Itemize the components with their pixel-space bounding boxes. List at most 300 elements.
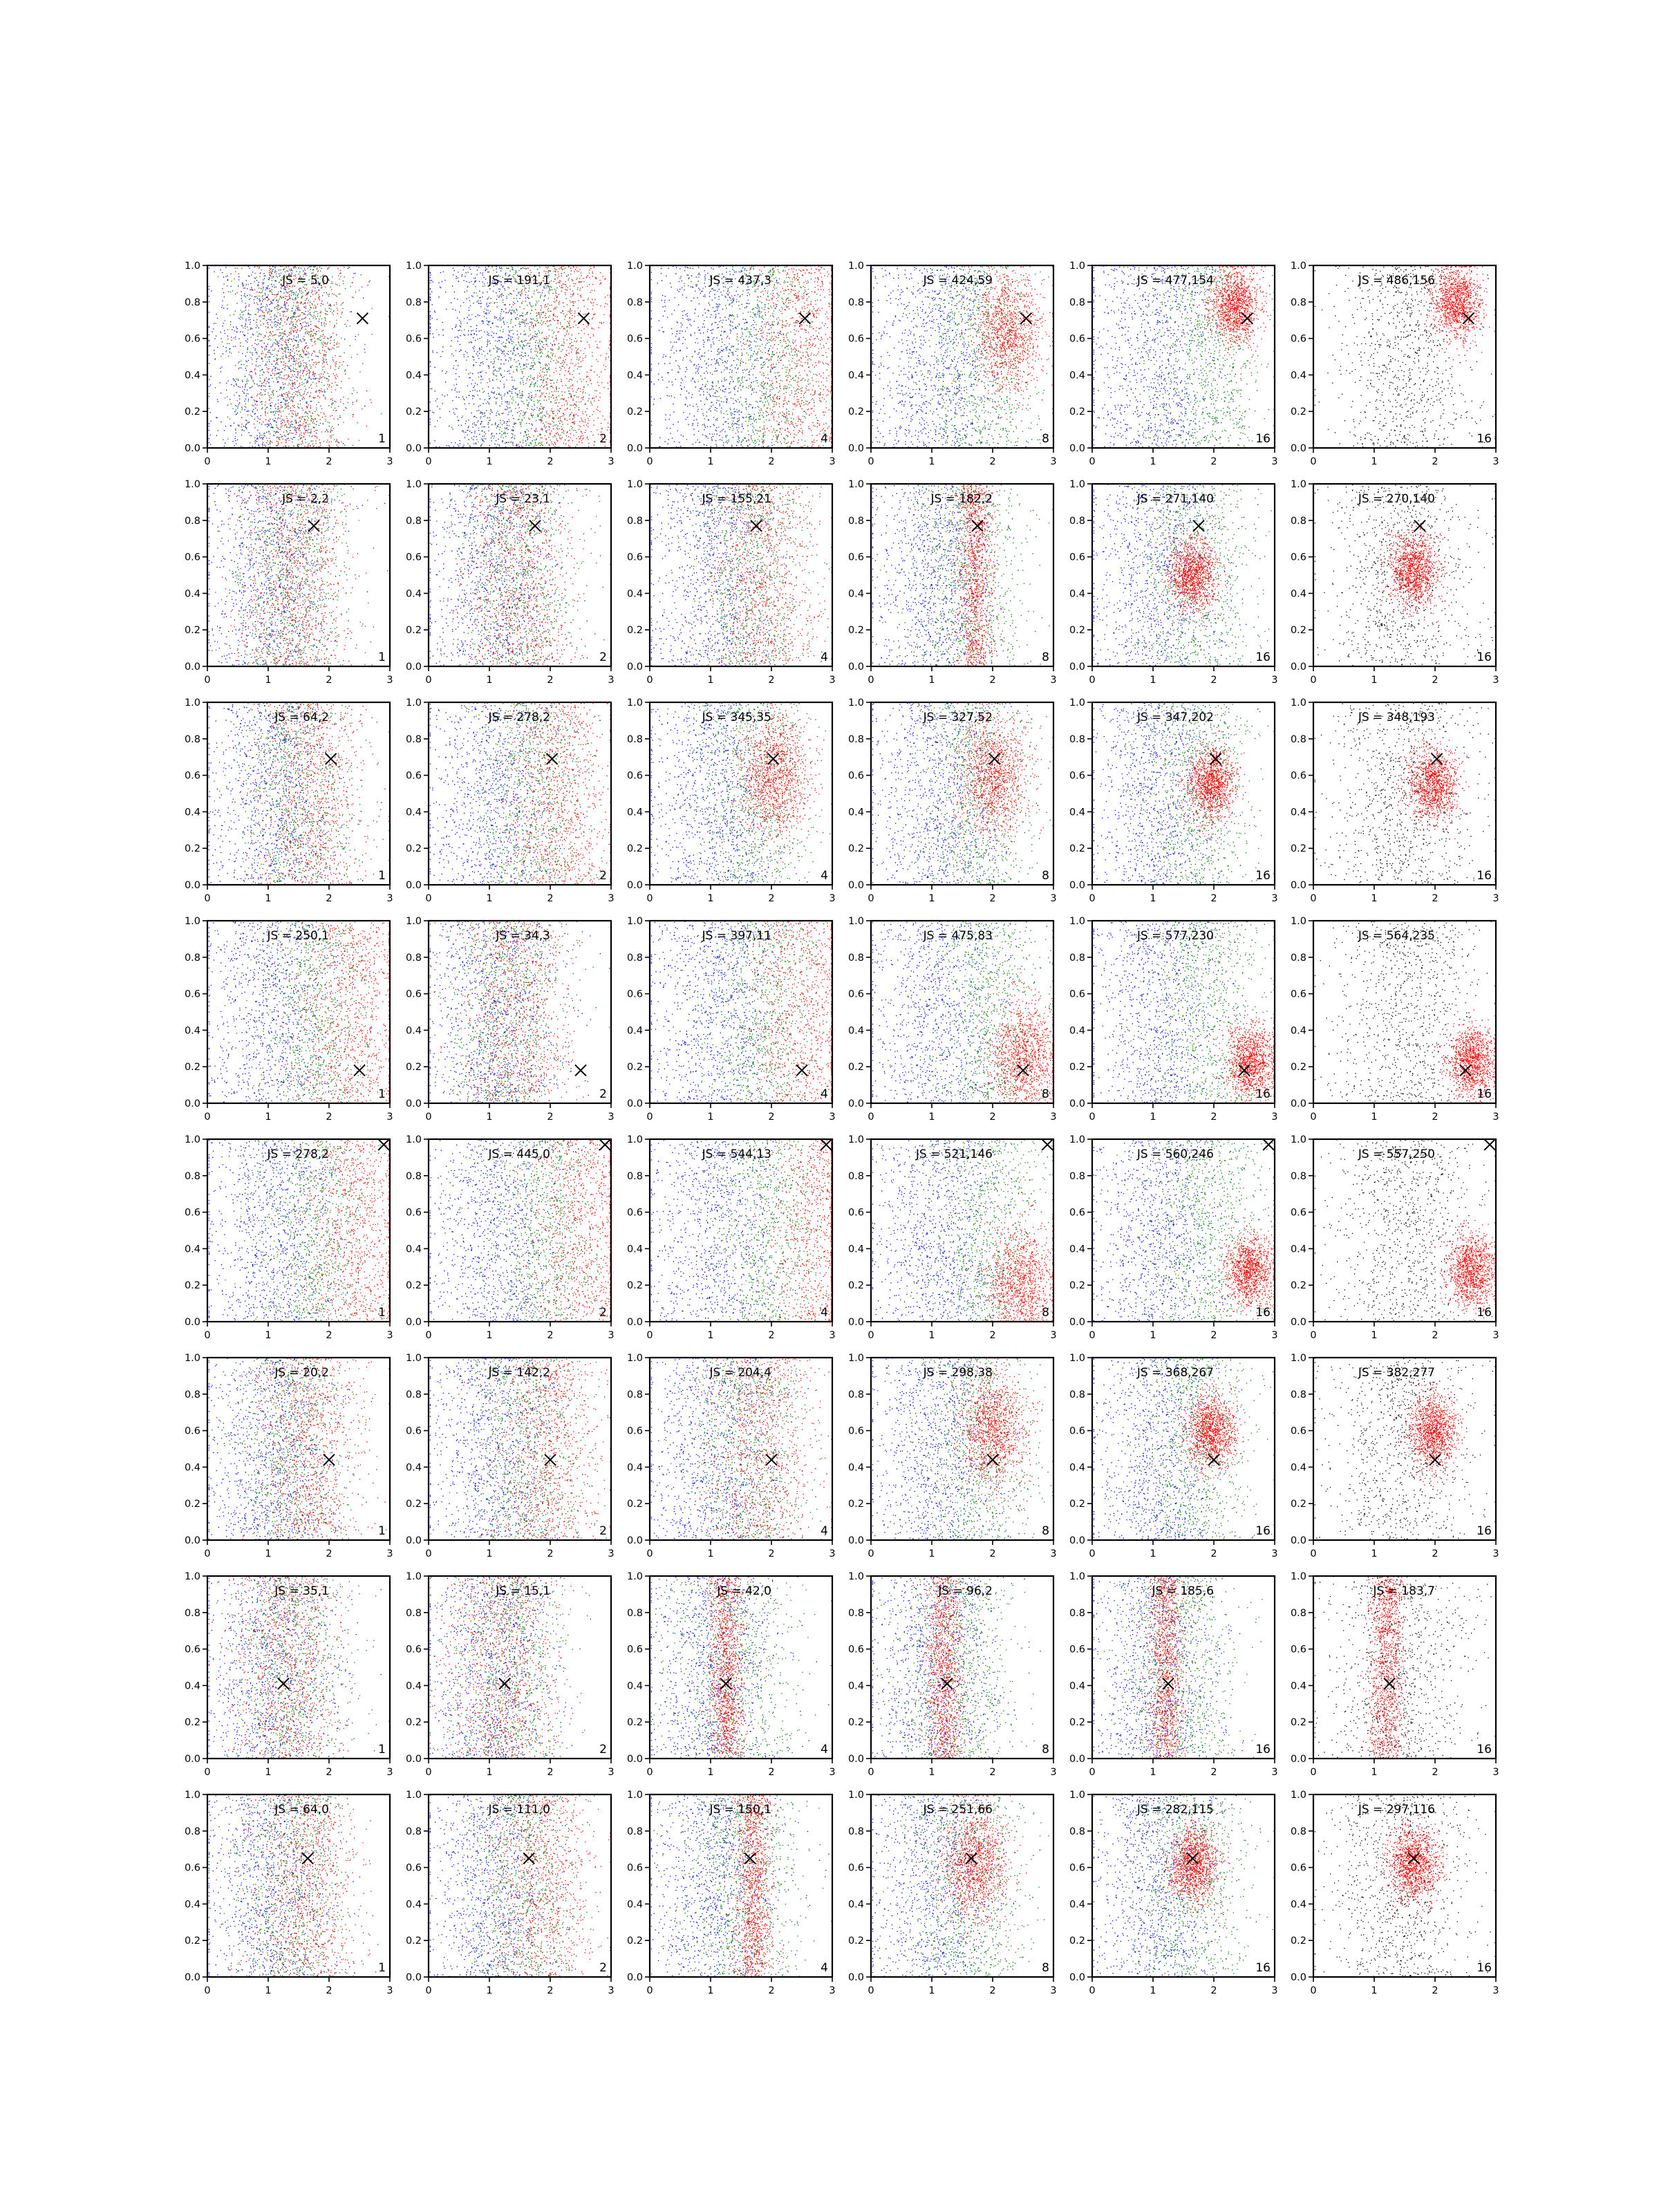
points-red bbox=[920, 1795, 1027, 1944]
y-tick-label: 0.2 bbox=[405, 1062, 422, 1074]
y-tick-label: 0.4 bbox=[1290, 1025, 1306, 1037]
x-tick-label: 0 bbox=[1310, 675, 1317, 686]
panel-r1-c2 bbox=[406, 261, 615, 467]
js-label: JS = 64,0 bbox=[274, 1803, 329, 1817]
panel-r1-c3 bbox=[627, 261, 836, 467]
x-tick-label: 3 bbox=[1271, 1767, 1278, 1778]
y-tick-label: 0.0 bbox=[184, 443, 200, 454]
axes-frame bbox=[650, 1139, 832, 1322]
points-green bbox=[1094, 1576, 1263, 1759]
axes-frame bbox=[650, 702, 832, 885]
y-tick-label: 0.4 bbox=[405, 1899, 422, 1911]
scatter-points bbox=[430, 484, 611, 667]
y-tick-label: 0.4 bbox=[626, 370, 643, 382]
y-tick-label: 0.4 bbox=[1290, 807, 1306, 818]
points-black bbox=[1315, 485, 1496, 667]
y-tick-label: 0.2 bbox=[626, 1499, 643, 1510]
y-tick-label: 0.8 bbox=[847, 952, 864, 964]
scatter-points bbox=[1315, 1576, 1496, 1759]
js-label: JS = 298,38 bbox=[923, 1366, 993, 1380]
x-tick-label: 0 bbox=[204, 1330, 211, 1341]
x-tick-label: 2 bbox=[326, 1330, 332, 1341]
x-tick-label: 0 bbox=[1310, 893, 1317, 904]
y-tick-label: 0.4 bbox=[1290, 588, 1306, 600]
count-label: 4 bbox=[821, 432, 828, 446]
count-label: 4 bbox=[821, 1087, 828, 1101]
js-label: JS = 250,1 bbox=[267, 929, 329, 943]
count-label: 2 bbox=[599, 1961, 607, 1975]
count-label: 16 bbox=[1255, 1743, 1271, 1756]
js-label: JS = 23,1 bbox=[496, 492, 550, 506]
js-label: JS = 96,2 bbox=[938, 1584, 993, 1598]
axes-frame bbox=[1092, 921, 1275, 1103]
axes-frame bbox=[1313, 1794, 1496, 1977]
y-tick-label: 0.8 bbox=[405, 515, 422, 527]
x-tick-label: 1 bbox=[707, 1985, 714, 1996]
y-tick-label: 0.2 bbox=[405, 1499, 422, 1510]
y-tick-label: 0.0 bbox=[1290, 880, 1306, 891]
y-tick-label: 0.2 bbox=[184, 1499, 200, 1510]
scatter-points bbox=[872, 1794, 1053, 1978]
scatter-points bbox=[651, 484, 832, 667]
points-green bbox=[887, 702, 1053, 885]
y-tick-label: 0.2 bbox=[626, 406, 643, 418]
x-tick-label: 1 bbox=[1371, 893, 1378, 904]
x-tick-label: 0 bbox=[1089, 1330, 1096, 1341]
js-label: JS = 111,0 bbox=[488, 1803, 550, 1817]
points-black bbox=[1315, 1794, 1496, 1978]
x-tick-label: 1 bbox=[1150, 1112, 1156, 1123]
y-tick-label: 0.4 bbox=[847, 1462, 864, 1474]
axes-frame bbox=[429, 265, 611, 448]
y-tick-label: 0.6 bbox=[1290, 1862, 1306, 1874]
x-tick-label: 0 bbox=[1310, 1112, 1317, 1123]
x-tick-label: 2 bbox=[768, 1985, 775, 1996]
x-tick-label: 3 bbox=[608, 456, 615, 467]
y-tick-label: 0.8 bbox=[1290, 297, 1306, 308]
scatter-points bbox=[651, 702, 832, 885]
y-tick-label: 0.0 bbox=[847, 1098, 864, 1109]
points-red bbox=[1374, 1807, 1448, 1928]
x-tick-label: 0 bbox=[204, 1767, 211, 1778]
scatter-points bbox=[1094, 265, 1275, 449]
x-tick-label: 2 bbox=[547, 1112, 554, 1123]
y-tick-label: 0.8 bbox=[405, 952, 422, 964]
x-tick-label: 3 bbox=[829, 893, 836, 904]
js-label: JS = 183,7 bbox=[1373, 1584, 1435, 1598]
y-tick-label: 1.0 bbox=[1069, 1571, 1085, 1582]
x-tick-label: 3 bbox=[608, 1548, 615, 1559]
y-tick-label: 0.6 bbox=[184, 1862, 200, 1874]
x-tick-label: 3 bbox=[1050, 893, 1057, 904]
panel-r4-c2 bbox=[406, 916, 615, 1123]
panel-r1-c5 bbox=[1069, 261, 1278, 467]
y-tick-label: 0.6 bbox=[184, 1207, 200, 1219]
y-tick-label: 0.6 bbox=[1069, 1644, 1085, 1656]
js-label: JS = 15,1 bbox=[496, 1584, 550, 1598]
x-tick-label: 1 bbox=[1371, 1112, 1378, 1123]
js-label: JS = 182,2 bbox=[930, 492, 993, 506]
y-tick-label: 0.6 bbox=[184, 333, 200, 345]
y-tick-label: 1.0 bbox=[1069, 916, 1085, 927]
y-tick-label: 1.0 bbox=[184, 1134, 200, 1145]
x-tick-label: 1 bbox=[1371, 1985, 1378, 1996]
js-label: JS = 278,2 bbox=[267, 1147, 329, 1161]
axes-frame bbox=[650, 1358, 832, 1540]
y-tick-label: 0.4 bbox=[1290, 1899, 1306, 1911]
js-label: JS = 368,267 bbox=[1136, 1366, 1214, 1380]
points-green bbox=[1094, 266, 1275, 449]
y-tick-label: 0.0 bbox=[626, 1972, 643, 1983]
points-red bbox=[216, 1358, 386, 1541]
y-tick-label: 0.6 bbox=[847, 1425, 864, 1437]
x-tick-label: 1 bbox=[1371, 1548, 1378, 1559]
axes-frame bbox=[1092, 265, 1275, 448]
js-label: JS = 348,193 bbox=[1358, 711, 1435, 724]
points-red bbox=[434, 921, 597, 1103]
y-tick-label: 1.0 bbox=[1290, 697, 1306, 709]
axes-frame bbox=[650, 265, 832, 448]
y-tick-label: 0.8 bbox=[405, 1389, 422, 1400]
points-red bbox=[256, 921, 390, 1104]
target-x-marker bbox=[357, 313, 368, 324]
count-label: 4 bbox=[821, 1524, 828, 1538]
target-x-marker bbox=[575, 1065, 586, 1076]
x-tick-label: 0 bbox=[425, 675, 432, 686]
axes-frame bbox=[1313, 265, 1496, 448]
scatter-points bbox=[651, 1139, 832, 1322]
y-tick-label: 1.0 bbox=[1290, 1134, 1306, 1145]
scatter-points bbox=[1315, 702, 1496, 885]
axes-frame bbox=[871, 484, 1053, 666]
target-x-marker bbox=[1193, 521, 1204, 532]
axes-frame bbox=[1313, 484, 1496, 666]
x-tick-label: 0 bbox=[1310, 456, 1317, 467]
target-x-marker bbox=[972, 521, 983, 532]
y-tick-label: 0.2 bbox=[405, 843, 422, 855]
count-label: 1 bbox=[378, 1743, 386, 1756]
y-tick-label: 0.2 bbox=[626, 1062, 643, 1074]
y-tick-label: 1.0 bbox=[1290, 916, 1306, 927]
y-tick-label: 0.4 bbox=[1069, 588, 1085, 600]
points-blue bbox=[209, 1358, 372, 1540]
panel-r2-c3 bbox=[627, 479, 836, 686]
axes-frame bbox=[871, 1139, 1053, 1322]
x-tick-label: 2 bbox=[768, 1548, 775, 1559]
panel-r6-c4 bbox=[848, 1353, 1057, 1559]
x-tick-label: 3 bbox=[608, 1112, 615, 1123]
x-tick-label: 0 bbox=[1089, 456, 1096, 467]
x-tick-label: 2 bbox=[1210, 456, 1217, 467]
y-tick-label: 0.8 bbox=[626, 1389, 643, 1400]
js-label: JS = 35,1 bbox=[274, 1584, 329, 1598]
x-tick-label: 3 bbox=[386, 456, 393, 467]
x-tick-label: 2 bbox=[768, 1330, 775, 1341]
y-tick-label: 0.6 bbox=[405, 988, 422, 1000]
count-label: 16 bbox=[1255, 869, 1271, 883]
y-tick-label: 0.8 bbox=[405, 1607, 422, 1619]
x-tick-label: 2 bbox=[989, 1548, 996, 1559]
points-red bbox=[222, 485, 376, 668]
y-tick-label: 1.0 bbox=[847, 1790, 864, 1801]
scatter-points bbox=[1094, 921, 1275, 1104]
x-tick-label: 0 bbox=[868, 1767, 874, 1778]
y-tick-label: 0.8 bbox=[1069, 733, 1085, 745]
y-tick-label: 0.2 bbox=[626, 1717, 643, 1729]
target-x-marker bbox=[1042, 1139, 1053, 1150]
js-label: JS = 327,52 bbox=[923, 711, 993, 724]
x-tick-label: 3 bbox=[608, 675, 615, 686]
points-green bbox=[219, 1139, 389, 1322]
scatter-points bbox=[209, 484, 390, 667]
js-label: JS = 477,154 bbox=[1136, 274, 1214, 288]
y-tick-label: 0.2 bbox=[847, 1717, 864, 1729]
x-tick-label: 0 bbox=[868, 675, 874, 686]
x-tick-label: 2 bbox=[326, 1985, 332, 1996]
scatter-points bbox=[430, 1576, 591, 1759]
y-tick-label: 0.6 bbox=[405, 552, 422, 563]
y-tick-label: 1.0 bbox=[626, 1571, 643, 1582]
y-tick-label: 0.6 bbox=[405, 333, 422, 345]
js-label: JS = 297,116 bbox=[1358, 1803, 1435, 1817]
count-label: 16 bbox=[1255, 1524, 1271, 1538]
y-tick-label: 0.2 bbox=[1290, 406, 1306, 418]
y-tick-label: 0.2 bbox=[847, 1280, 864, 1292]
scatter-points bbox=[872, 484, 1053, 667]
count-label: 8 bbox=[1042, 432, 1049, 446]
axes-frame bbox=[429, 484, 611, 666]
y-tick-label: 0.2 bbox=[1290, 1280, 1306, 1292]
x-tick-label: 0 bbox=[425, 456, 432, 467]
x-tick-label: 0 bbox=[1310, 1330, 1317, 1341]
scatter-points bbox=[1094, 1358, 1275, 1541]
js-label: JS = 20,2 bbox=[274, 1366, 329, 1380]
y-tick-label: 0.4 bbox=[1069, 370, 1085, 382]
target-x-marker bbox=[302, 1853, 313, 1864]
y-tick-label: 1.0 bbox=[405, 261, 422, 272]
x-tick-label: 0 bbox=[868, 1985, 874, 1996]
y-tick-label: 1.0 bbox=[184, 697, 200, 709]
x-tick-label: 2 bbox=[768, 1112, 775, 1123]
y-tick-label: 0.2 bbox=[847, 1062, 864, 1074]
scatter-points bbox=[430, 921, 610, 1104]
y-tick-label: 0.6 bbox=[626, 770, 643, 782]
points-blue bbox=[872, 1577, 1041, 1760]
js-label: JS = 397,11 bbox=[702, 929, 771, 943]
axes-frame bbox=[207, 1358, 390, 1540]
x-tick-label: 3 bbox=[1492, 1985, 1499, 1996]
y-tick-label: 1.0 bbox=[626, 1353, 643, 1364]
points-red bbox=[209, 1576, 377, 1759]
y-tick-label: 0.6 bbox=[1069, 1207, 1085, 1219]
x-tick-label: 2 bbox=[547, 1330, 554, 1341]
count-label: 1 bbox=[378, 1087, 386, 1101]
y-tick-label: 0.6 bbox=[184, 1425, 200, 1437]
x-tick-label: 1 bbox=[1371, 675, 1378, 686]
y-tick-label: 0.4 bbox=[1069, 1899, 1085, 1911]
y-tick-label: 0.0 bbox=[405, 1535, 422, 1546]
panel-r4-c3 bbox=[627, 916, 836, 1123]
axes-frame bbox=[1092, 1358, 1275, 1540]
y-tick-label: 0.0 bbox=[626, 1098, 643, 1109]
js-label: JS = 191,1 bbox=[488, 274, 550, 288]
points-red bbox=[935, 703, 1049, 878]
x-tick-label: 1 bbox=[265, 1548, 272, 1559]
x-tick-label: 3 bbox=[1492, 1330, 1499, 1341]
panel-r3-c1 bbox=[185, 697, 393, 904]
y-tick-label: 0.2 bbox=[1069, 1499, 1085, 1510]
y-tick-label: 0.4 bbox=[184, 807, 200, 818]
x-tick-label: 0 bbox=[1310, 1767, 1317, 1778]
y-tick-label: 0.2 bbox=[405, 625, 422, 637]
x-tick-label: 1 bbox=[928, 456, 935, 467]
points-blue bbox=[209, 921, 371, 1104]
js-label: JS = 270,140 bbox=[1358, 492, 1435, 506]
scatter-points bbox=[1315, 265, 1496, 449]
y-tick-label: 1.0 bbox=[184, 1571, 200, 1582]
y-tick-label: 0.4 bbox=[626, 807, 643, 818]
x-tick-label: 0 bbox=[646, 1112, 653, 1123]
x-tick-label: 2 bbox=[326, 893, 332, 904]
y-tick-label: 0.6 bbox=[184, 1644, 200, 1656]
y-tick-label: 0.8 bbox=[626, 1826, 643, 1837]
x-tick-label: 0 bbox=[204, 1985, 211, 1996]
x-tick-label: 2 bbox=[547, 893, 554, 904]
scatter-points bbox=[1094, 1576, 1263, 1759]
x-tick-label: 1 bbox=[1371, 1330, 1378, 1341]
target-x-marker bbox=[324, 1454, 335, 1465]
y-tick-label: 0.8 bbox=[1290, 952, 1306, 964]
y-tick-label: 0.2 bbox=[184, 406, 200, 418]
count-label: 2 bbox=[599, 869, 607, 883]
panel-r8-c1 bbox=[185, 1790, 393, 1996]
points-green bbox=[678, 1139, 832, 1322]
points-blue bbox=[872, 265, 1042, 449]
panel-r8-c2 bbox=[406, 1790, 615, 1996]
y-tick-label: 0.0 bbox=[405, 443, 422, 454]
x-tick-label: 2 bbox=[1210, 893, 1217, 904]
axes-frame bbox=[871, 1358, 1053, 1540]
x-tick-label: 0 bbox=[1089, 893, 1096, 904]
x-tick-label: 0 bbox=[646, 1548, 653, 1559]
points-red bbox=[1143, 511, 1234, 639]
y-tick-label: 0.8 bbox=[405, 733, 422, 745]
scatter-points bbox=[430, 702, 611, 885]
x-tick-label: 0 bbox=[1310, 1548, 1317, 1559]
x-tick-label: 0 bbox=[646, 675, 653, 686]
points-blue bbox=[1094, 1358, 1257, 1541]
x-tick-label: 1 bbox=[486, 1767, 493, 1778]
x-tick-label: 2 bbox=[768, 456, 775, 467]
y-tick-label: 0.2 bbox=[1290, 843, 1306, 855]
y-tick-label: 0.6 bbox=[184, 988, 200, 1000]
x-tick-label: 2 bbox=[1210, 1330, 1217, 1341]
y-tick-label: 0.6 bbox=[1290, 988, 1306, 1000]
panel-r5-c2 bbox=[406, 1134, 615, 1341]
count-label: 1 bbox=[378, 869, 386, 883]
y-tick-label: 0.2 bbox=[847, 1499, 864, 1510]
points-green bbox=[209, 484, 390, 667]
y-tick-label: 0.2 bbox=[1069, 1062, 1085, 1074]
points-red bbox=[451, 1794, 611, 1978]
y-tick-label: 0.2 bbox=[405, 406, 422, 418]
x-tick-label: 1 bbox=[1150, 1330, 1156, 1341]
x-tick-label: 0 bbox=[425, 1985, 432, 1996]
points-blue bbox=[209, 485, 385, 667]
panel-r6-c2 bbox=[406, 1353, 615, 1559]
axes-frame bbox=[650, 921, 832, 1103]
y-tick-label: 0.8 bbox=[626, 952, 643, 964]
axes-frame bbox=[1313, 1358, 1496, 1540]
scatter-points bbox=[872, 702, 1053, 885]
x-tick-label: 0 bbox=[204, 675, 211, 686]
y-tick-label: 0.8 bbox=[1290, 1826, 1306, 1837]
x-tick-label: 0 bbox=[425, 1330, 432, 1341]
panel-r8-c4 bbox=[848, 1790, 1057, 1996]
x-tick-label: 3 bbox=[1050, 1548, 1057, 1559]
x-tick-label: 0 bbox=[868, 1330, 874, 1341]
x-tick-label: 3 bbox=[386, 675, 393, 686]
y-tick-label: 0.2 bbox=[626, 1280, 643, 1292]
y-tick-label: 1.0 bbox=[1069, 697, 1085, 709]
points-red bbox=[1434, 1204, 1495, 1322]
points-blue bbox=[651, 1794, 830, 1978]
x-tick-label: 0 bbox=[1089, 1112, 1096, 1123]
y-tick-label: 0.4 bbox=[184, 1680, 200, 1692]
x-tick-label: 3 bbox=[386, 1548, 393, 1559]
y-tick-label: 1.0 bbox=[1069, 1134, 1085, 1145]
x-tick-label: 3 bbox=[829, 1767, 836, 1778]
y-tick-label: 0.0 bbox=[1069, 1972, 1085, 1983]
y-tick-label: 1.0 bbox=[1290, 1571, 1306, 1582]
points-green bbox=[658, 1358, 831, 1541]
y-tick-label: 0.0 bbox=[405, 1754, 422, 1765]
points-blue bbox=[430, 1794, 588, 1978]
y-tick-label: 0.4 bbox=[626, 1462, 643, 1474]
x-tick-label: 0 bbox=[1310, 1985, 1317, 1996]
y-tick-label: 1.0 bbox=[405, 697, 422, 709]
y-tick-label: 0.8 bbox=[1069, 952, 1085, 964]
x-tick-label: 2 bbox=[326, 1767, 332, 1778]
js-label: JS = 382,277 bbox=[1358, 1366, 1435, 1380]
y-tick-label: 0.8 bbox=[1069, 297, 1085, 308]
count-label: 16 bbox=[1477, 869, 1492, 883]
panel-r3-c4 bbox=[848, 697, 1057, 904]
x-tick-label: 2 bbox=[1210, 1767, 1217, 1778]
target-x-marker bbox=[751, 521, 762, 532]
scatter-points bbox=[209, 265, 390, 449]
y-tick-label: 0.8 bbox=[1069, 1170, 1085, 1182]
y-tick-label: 0.8 bbox=[626, 1607, 643, 1619]
y-tick-label: 1.0 bbox=[1290, 1353, 1306, 1364]
points-green bbox=[215, 921, 390, 1105]
axes-frame bbox=[1092, 484, 1275, 666]
scatter-points bbox=[209, 702, 390, 885]
count-label: 8 bbox=[1042, 1524, 1049, 1538]
y-tick-label: 0.4 bbox=[405, 1462, 422, 1474]
points-black bbox=[1315, 1139, 1496, 1322]
x-tick-label: 1 bbox=[1150, 1548, 1156, 1559]
x-tick-label: 0 bbox=[1089, 675, 1096, 686]
y-tick-label: 0.4 bbox=[184, 1244, 200, 1255]
y-tick-label: 0.2 bbox=[1290, 1717, 1306, 1729]
x-tick-label: 3 bbox=[608, 1330, 615, 1341]
x-tick-label: 3 bbox=[1271, 1112, 1278, 1123]
y-tick-label: 0.8 bbox=[847, 1170, 864, 1182]
axes-frame bbox=[207, 1576, 390, 1759]
y-tick-label: 0.6 bbox=[626, 1644, 643, 1656]
y-tick-label: 0.0 bbox=[405, 662, 422, 673]
